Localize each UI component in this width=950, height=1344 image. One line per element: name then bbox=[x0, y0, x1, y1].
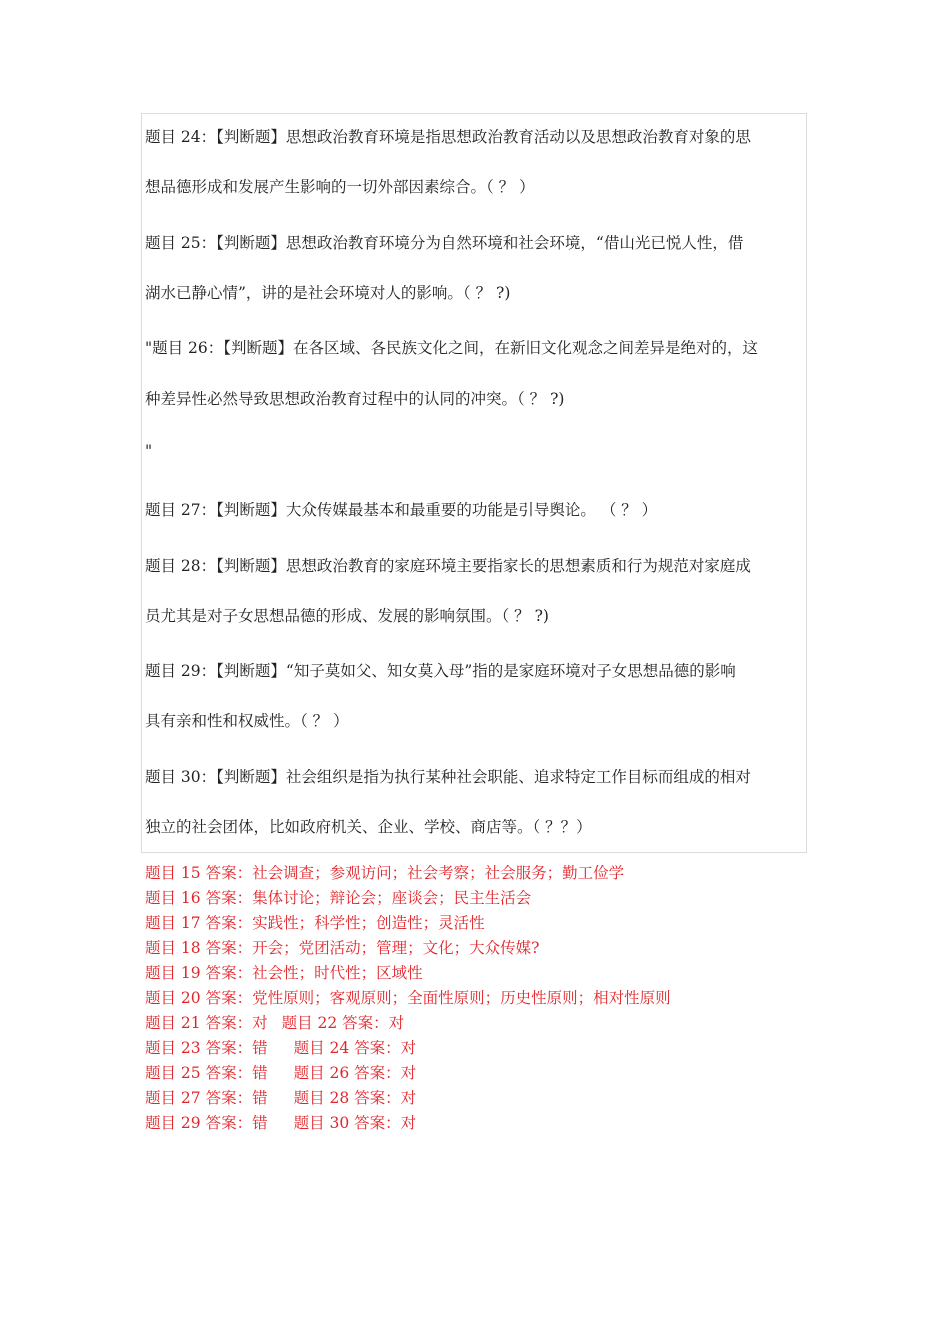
question-26-line-1: "题目 26：【判断题】在各区域、各民族文化之间，在新旧文化观念之间差异是绝对的，这 bbox=[145, 339, 759, 357]
answer-30: 题目 30 答案：对 bbox=[293, 1114, 417, 1132]
answer-27: 题目 27 答案：错 bbox=[145, 1089, 268, 1107]
question-28-line-2: 员尤其是对子女思想品德的形成、发展的影响氛围。（ ？ ?) bbox=[145, 607, 549, 625]
question-26-line-3: " bbox=[145, 442, 153, 460]
answer-24: 题目 24 答案：对 bbox=[293, 1039, 417, 1057]
answer-23: 题目 23 答案：错 bbox=[145, 1039, 268, 1057]
answer-row-29-30 bbox=[145, 1113, 416, 1133]
answer-row-23-24 bbox=[145, 1038, 416, 1058]
question-25-line-1: 题目 25：【判断题】思想政治教育环境分为自然环境和社会环境，“借山光已悦人性，借 bbox=[145, 234, 744, 252]
question-30-line-2: 独立的社会团体，比如政府机关、企业、学校、商店等。（ ？？） bbox=[145, 818, 592, 836]
question-24-line-2: 想品德形成和发展产生影响的一切外部因素综合。（ ？ ） bbox=[145, 178, 535, 196]
answer-row-21-22 bbox=[145, 1013, 404, 1033]
answer-19: 题目 19 答案：社会性；时代性；区域性 bbox=[145, 964, 423, 982]
question-29-line-2: 具有亲和性和权威性。（ ？ ） bbox=[145, 712, 349, 730]
question-27-line-1: 题目 27：【判断题】大众传媒最基本和最重要的功能是引导舆论。 （ ？ ） bbox=[145, 501, 658, 519]
answer-15: 题目 15 答案：社会调查；参观访问；社会考察；社会服务；勤工俭学 bbox=[145, 864, 625, 882]
answer-row-27-28 bbox=[145, 1088, 416, 1108]
question-25-line-2: 湖水已静心情”，讲的是社会环境对人的影响。（ ？ ?) bbox=[145, 284, 511, 302]
answer-25: 题目 25 答案：错 bbox=[145, 1064, 268, 1082]
answer-17: 题目 17 答案：实践性；科学性；创造性；灵活性 bbox=[145, 914, 485, 932]
answer-28: 题目 28 答案：对 bbox=[293, 1089, 417, 1107]
answer-22: 题目 22 答案：对 bbox=[281, 1014, 405, 1032]
answer-26: 题目 26 答案：对 bbox=[293, 1064, 417, 1082]
answer-20: 题目 20 答案：党性原则；客观原则；全面性原则；历史性原则；相对性原则 bbox=[145, 989, 671, 1007]
answer-29: 题目 29 答案：错 bbox=[145, 1114, 268, 1132]
answer-18: 题目 18 答案：开会；党团活动；管理；文化；大众传媒? bbox=[145, 939, 540, 957]
question-28-line-1: 题目 28：【判断题】思想政治教育的家庭环境主要指家长的思想素质和行为规范对家庭成 bbox=[145, 557, 751, 575]
question-26-line-2: 种差异性必然导致思想政治教育过程中的认同的冲突。（ ？ ?) bbox=[145, 390, 565, 408]
question-30-line-1: 题目 30：【判断题】社会组织是指为执行某种社会职能、追求特定工作目标而组成的相对 bbox=[145, 768, 751, 786]
question-box bbox=[141, 113, 807, 853]
question-29-line-1: 题目 29：【判断题】“知子莫如父、知女莫入母”指的是家庭环境对子女思想品德的影响 bbox=[145, 662, 736, 680]
answer-16: 题目 16 答案：集体讨论；辩论会；座谈会；民主生活会 bbox=[145, 889, 532, 907]
answer-21: 题目 21 答案：对 bbox=[145, 1014, 268, 1032]
question-24-line-1: 题目 24：【判断题】思想政治教育环境是指思想政治教育活动以及思想政治教育对象的思 bbox=[145, 128, 751, 146]
answer-row-25-26 bbox=[145, 1063, 416, 1083]
